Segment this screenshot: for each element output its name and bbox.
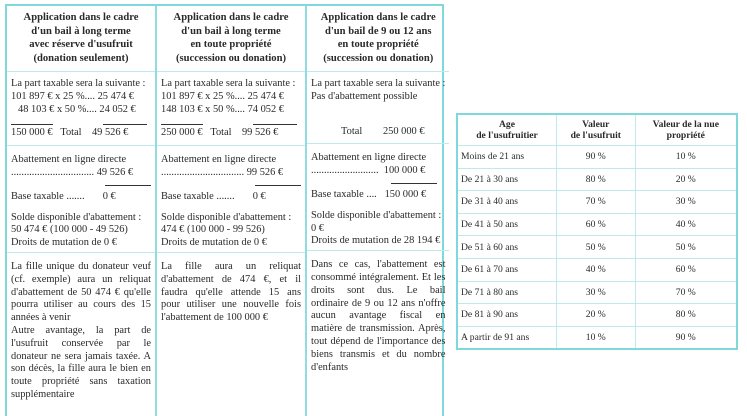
age-cell: De 71 à 80 ans bbox=[457, 281, 557, 304]
nue-propriete-value-cell: 40 % bbox=[635, 213, 737, 236]
usufruit-value-cell: 50 % bbox=[557, 236, 636, 259]
table-row bbox=[457, 213, 737, 236]
column-header bbox=[157, 6, 305, 72]
subtract-rule bbox=[255, 185, 301, 186]
header-line: d'un bail à long terme bbox=[31, 25, 131, 37]
nue-propriete-value-cell: 60 % bbox=[635, 258, 737, 281]
nue-propriete-value-cell: 20 % bbox=[635, 168, 737, 191]
usufruit-value-cell: 60 % bbox=[557, 213, 636, 236]
table-row bbox=[457, 236, 737, 259]
header-line: de l'usufruitier bbox=[476, 130, 538, 141]
base-taxable-line bbox=[161, 191, 301, 204]
base-label: Base taxable .... bbox=[311, 188, 377, 200]
column-bail-long-terme-usufruit bbox=[7, 6, 155, 416]
base-label: Base taxable ....... bbox=[11, 190, 85, 202]
total-value: 250 000 € bbox=[382, 125, 425, 137]
intro-text: La part taxable sera la suivante : bbox=[311, 78, 446, 89]
table-row bbox=[457, 326, 737, 349]
header-line: Valeur bbox=[582, 119, 610, 130]
table-row bbox=[457, 258, 737, 281]
calc-line: Pas d'abattement possible bbox=[311, 90, 418, 102]
header-line: en toute propriété bbox=[337, 39, 419, 50]
abattement-value: 99 526 € bbox=[246, 166, 284, 178]
usufruit-value-cell: 70 % bbox=[557, 191, 636, 214]
header-line: Application dans le cadre bbox=[23, 12, 139, 23]
total-value: 99 526 € bbox=[241, 127, 279, 139]
table-row bbox=[457, 281, 737, 304]
header-line: (donation seulement) bbox=[33, 52, 129, 64]
solde-value: 474 € (100 000 - 99 526) bbox=[161, 224, 265, 236]
solde-value: 50 474 € (100 000 - 49 526) bbox=[11, 224, 128, 236]
age-cell: Moins de 21 ans bbox=[457, 146, 557, 169]
abattement-label: Abattement en ligne directe bbox=[11, 154, 127, 166]
nue-propriete-value-cell: 10 % bbox=[635, 146, 737, 169]
column-bail-9-12-ans bbox=[305, 6, 449, 416]
nue-propriete-value-cell: 50 % bbox=[635, 236, 737, 259]
calc-line: 101 897 € x 25 %.... 25 474 € bbox=[11, 90, 134, 102]
age-cell: De 31 à 40 ans bbox=[457, 191, 557, 214]
usufruit-value-cell: 40 % bbox=[557, 258, 636, 281]
age-cell: A partir de 91 ans bbox=[457, 326, 557, 349]
solde-label: Solde disponible d'abattement : bbox=[311, 209, 442, 221]
nue-propriete-value-cell: 80 % bbox=[635, 304, 737, 327]
sum-rules bbox=[11, 124, 147, 125]
intro-text: La part taxable sera la suivante : bbox=[161, 78, 296, 89]
header-line: de l'usufruit bbox=[570, 130, 621, 141]
base-taxable-line bbox=[11, 191, 151, 204]
total-base: 150 000 € bbox=[11, 127, 53, 139]
abattement-line bbox=[11, 167, 151, 180]
total-label: Total bbox=[60, 127, 82, 139]
usufruit-value-cell: 20 % bbox=[557, 304, 636, 327]
usufruit-value-cell: 80 % bbox=[557, 168, 636, 191]
total-line bbox=[161, 127, 301, 140]
table-row bbox=[457, 168, 737, 191]
header-line: propriété bbox=[666, 130, 705, 141]
intro-text: La part taxable sera la suivante : bbox=[11, 78, 146, 89]
comment-text: La fille unique du donateur veuf (cf. exemple) aura un reliquat d'abattement de 50 474 € qu'elle pourra utiliser au cours des 15 années à venir bbox=[11, 260, 151, 324]
usufruit-value-cell: 10 % bbox=[557, 326, 636, 349]
solde-label: Solde disponible d'abattement : bbox=[161, 211, 292, 223]
header-age bbox=[457, 114, 557, 146]
total-line bbox=[311, 126, 445, 139]
base-label: Base taxable ....... bbox=[161, 190, 235, 202]
column-bail-long-terme-pleine-propriete bbox=[155, 6, 305, 416]
age-cell: De 51 à 60 ans bbox=[457, 236, 557, 259]
header-line: Age bbox=[499, 119, 515, 130]
calc-line: 48 103 € x 50 %.... 24 052 € bbox=[18, 103, 136, 115]
abattement-line bbox=[161, 167, 301, 180]
solde-label: Solde disponible d'abattement : bbox=[11, 211, 142, 223]
total-label: Total bbox=[210, 127, 232, 139]
header-line: Valeur de la nue bbox=[652, 119, 719, 130]
abattement-label: Abattement en ligne directe bbox=[161, 154, 277, 166]
nue-propriete-value-cell: 90 % bbox=[635, 326, 737, 349]
header-line: d'un bail de 9 ou 12 ans bbox=[324, 25, 432, 37]
dots: .......................... bbox=[311, 165, 379, 177]
header-line: (succession ou donation) bbox=[323, 52, 434, 64]
comparison-table bbox=[5, 4, 444, 416]
base-value: 0 € bbox=[102, 190, 116, 202]
sum-rules bbox=[161, 124, 297, 125]
table-row bbox=[457, 146, 737, 169]
column-header bbox=[307, 6, 449, 72]
age-cell: De 81 à 90 ans bbox=[457, 304, 557, 327]
header-row bbox=[457, 114, 737, 146]
age-cell: De 41 à 50 ans bbox=[457, 213, 557, 236]
abattement-label: Abattement en ligne directe bbox=[311, 152, 427, 164]
header-nue-propriete bbox=[635, 114, 737, 146]
dots: ................................ bbox=[11, 166, 95, 178]
solde-value: 0 € bbox=[311, 222, 324, 234]
table-row bbox=[457, 191, 737, 214]
usufruit-value-cell: 30 % bbox=[557, 281, 636, 304]
usufruit-value-cell: 90 % bbox=[557, 146, 636, 169]
total-value: 49 526 € bbox=[91, 127, 129, 139]
droits-mutation: Droits de mutation de 0 € bbox=[161, 237, 267, 249]
header-line: (succession ou donation) bbox=[175, 52, 287, 64]
base-value: 0 € bbox=[252, 190, 266, 202]
abattement-value: 100 000 € bbox=[383, 165, 426, 177]
subtract-rule bbox=[391, 183, 437, 184]
header-usufruit bbox=[557, 114, 636, 146]
header-line: en toute propriété bbox=[190, 39, 272, 50]
abattement-value: 49 526 € bbox=[96, 166, 134, 178]
droits-mutation: Droits de mutation de 28 194 € bbox=[311, 235, 441, 247]
header-line: d'un bail à long terme bbox=[181, 25, 281, 37]
age-cell: De 61 à 70 ans bbox=[457, 258, 557, 281]
comment-text-2: Autre avantage, la part de l'usufruit conservée par le donateur ne sera jamais taxée. A son décès, la fille aura le bien en toute propriété sans taxation supplémentaire bbox=[11, 324, 151, 400]
age-cell: De 21 à 30 ans bbox=[457, 168, 557, 191]
header-line: avec réserve d'usufruit bbox=[29, 39, 133, 50]
comment-text: La fille aura un reliquat d'abattement de 474 €, et il faudra qu'elle attende 15 ans pour utiliser une nouvelle fois l'abattement de 100 000 € bbox=[161, 260, 301, 324]
total-label: Total bbox=[341, 125, 363, 137]
calc-line: 148 103 € x 50 %.... 74 052 € bbox=[161, 103, 284, 115]
total-base: 250 000 € bbox=[161, 127, 203, 139]
nue-propriete-value-cell: 30 % bbox=[635, 191, 737, 214]
header-line: Application dans le cadre bbox=[320, 12, 436, 23]
dots: ................................ bbox=[161, 166, 245, 178]
subtract-rule bbox=[105, 185, 151, 186]
base-value: 150 000 € bbox=[384, 188, 427, 200]
nue-propriete-value-cell: 70 % bbox=[635, 281, 737, 304]
usufruit-valuation-table bbox=[456, 113, 738, 350]
header-line: Application dans le cadre bbox=[173, 12, 289, 23]
total-line bbox=[11, 127, 151, 140]
droits-mutation: Droits de mutation de 0 € bbox=[11, 237, 117, 249]
calc-line: 101 897 € x 25 %.... 25 474 € bbox=[161, 90, 284, 102]
column-header bbox=[7, 6, 155, 72]
table-row bbox=[457, 304, 737, 327]
abattement-line bbox=[311, 165, 445, 178]
base-taxable-line bbox=[311, 189, 445, 202]
comment-text: Dans ce cas, l'abattement est consommé intégralement. Et les droits sont dus. Le bail ordinaire de 9 ou 12 ans n'offre aucun avantage fiscal en matière de transmission. Après, tout dépend de l'importance des biens transmis et du nombre d'enfants bbox=[311, 259, 446, 373]
